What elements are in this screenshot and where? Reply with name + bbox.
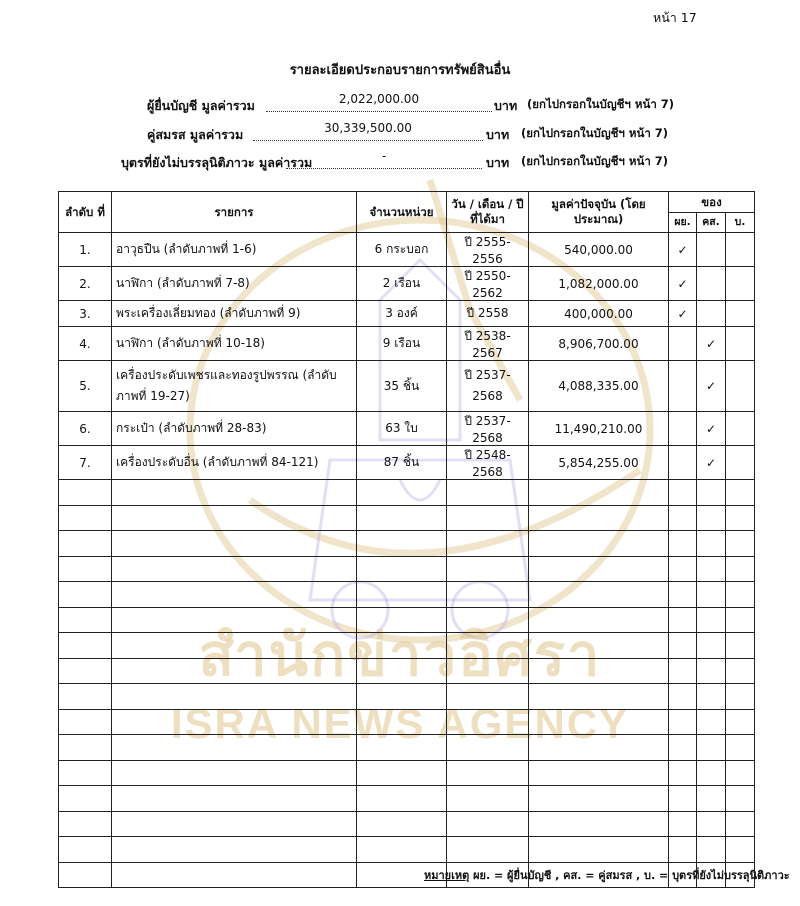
empty-cell [357, 811, 447, 837]
empty-cell [59, 862, 112, 888]
empty-cell [529, 607, 669, 633]
empty-cell [112, 786, 357, 812]
empty-row [59, 633, 755, 659]
empty-cell [447, 607, 529, 633]
empty-row [59, 658, 755, 684]
check-cell [726, 361, 755, 412]
empty-cell [726, 480, 755, 506]
cell-qty: 35 ชิ้น [357, 361, 447, 412]
footer-note [424, 866, 790, 884]
empty-cell [59, 505, 112, 531]
summary-unit: บาท [494, 98, 518, 113]
header-date: วัน / เดือน / ปี ที่ได้มา [447, 192, 529, 233]
empty-cell [447, 556, 529, 582]
empty-cell [112, 480, 357, 506]
empty-cell [59, 582, 112, 608]
empty-cell [697, 786, 726, 812]
empty-cell [726, 633, 755, 659]
table-row [59, 267, 755, 301]
check-cell [726, 267, 755, 301]
empty-cell [447, 505, 529, 531]
cell-value: 5,854,255.00 [529, 446, 669, 480]
page-number: หน้า 17 [653, 10, 697, 25]
empty-cell [112, 760, 357, 786]
empty-cell [357, 505, 447, 531]
empty-cell [447, 709, 529, 735]
empty-cell [447, 582, 529, 608]
header-owner-spouse: คส. [697, 213, 726, 233]
empty-cell [529, 735, 669, 761]
empty-cell [112, 837, 357, 863]
cell-item: เครื่องประดับเพชรและทองรูปพรรณ (ลำดับภาพที่ 19-27) [112, 361, 357, 412]
cell-item: นาฬิกา (ลำดับภาพที่ 7-8) [112, 267, 357, 301]
empty-cell [726, 505, 755, 531]
empty-cell [59, 786, 112, 812]
empty-cell [669, 505, 697, 531]
empty-cell [726, 811, 755, 837]
empty-cell [669, 582, 697, 608]
empty-cell [112, 607, 357, 633]
assets-table [58, 191, 755, 888]
empty-cell [357, 709, 447, 735]
empty-cell [112, 582, 357, 608]
empty-cell [59, 684, 112, 710]
summary-value: 2,022,000.00 [338, 92, 420, 106]
empty-cell [59, 709, 112, 735]
empty-cell [112, 862, 357, 888]
empty-row [59, 607, 755, 633]
check-cell [669, 412, 697, 446]
empty-cell [726, 786, 755, 812]
cell-qty: 6 กระบอก [357, 233, 447, 267]
cell-value: 8,906,700.00 [529, 327, 669, 361]
empty-cell [529, 556, 669, 582]
empty-cell [357, 760, 447, 786]
check-icon: ✓ [697, 361, 726, 412]
empty-cell [112, 556, 357, 582]
empty-cell [669, 735, 697, 761]
empty-cell [59, 658, 112, 684]
cell-item: เครื่องประดับอื่น (ลำดับภาพที่ 84-121) [112, 446, 357, 480]
empty-cell [529, 684, 669, 710]
check-icon: ✓ [669, 267, 697, 301]
summary-line-spouse [0, 121, 800, 143]
check-cell [726, 327, 755, 361]
empty-cell [669, 837, 697, 863]
check-cell [726, 301, 755, 327]
empty-cell [112, 531, 357, 557]
empty-cell [669, 709, 697, 735]
empty-cell [697, 633, 726, 659]
empty-cell [669, 480, 697, 506]
empty-cell [59, 633, 112, 659]
empty-cell [357, 531, 447, 557]
empty-cell [726, 582, 755, 608]
empty-row [59, 760, 755, 786]
empty-cell [529, 837, 669, 863]
empty-cell [697, 582, 726, 608]
footer-note-text: ผย. = ผู้ยื่นบัญชี , คส. = คู่สมรส , บ. = บุตรที่ยังไม่บรรลุนิติภาวะ [469, 869, 790, 882]
check-cell [697, 267, 726, 301]
empty-cell [447, 658, 529, 684]
empty-row [59, 582, 755, 608]
empty-cell [59, 556, 112, 582]
header-owner-child: บ. [726, 213, 755, 233]
check-icon: ✓ [697, 327, 726, 361]
cell-value: 540,000.00 [529, 233, 669, 267]
empty-cell [726, 709, 755, 735]
empty-cell [447, 786, 529, 812]
cell-date: ปี 2548-2568 [447, 446, 529, 480]
empty-cell [59, 607, 112, 633]
empty-cell [447, 633, 529, 659]
cell-qty: 87 ชิ้น [357, 446, 447, 480]
empty-cell [726, 837, 755, 863]
empty-cell [112, 684, 357, 710]
table-row [59, 361, 755, 412]
empty-cell [697, 556, 726, 582]
empty-cell [697, 709, 726, 735]
empty-cell [447, 480, 529, 506]
empty-cell [112, 633, 357, 659]
empty-cell [112, 735, 357, 761]
empty-row [59, 735, 755, 761]
table-row [59, 301, 755, 327]
cell-no: 6. [59, 412, 112, 446]
empty-cell [697, 607, 726, 633]
summary-label: บุตรที่ยังไม่บรรลุนิติภาวะ มูลค่ารวม [121, 155, 313, 170]
empty-cell [357, 607, 447, 633]
cell-value: 1,082,000.00 [529, 267, 669, 301]
empty-cell [59, 735, 112, 761]
watermark-english-text: ISRA NEWS AGENCY [170, 700, 630, 747]
header-owner: ของ [669, 192, 755, 213]
empty-cell [529, 658, 669, 684]
empty-row [59, 709, 755, 735]
summary-value: - [381, 149, 387, 163]
cell-no: 7. [59, 446, 112, 480]
summary-label: ผู้ยื่นบัญชี มูลค่ารวม [147, 98, 255, 113]
empty-cell [357, 837, 447, 863]
cell-date: ปี 2558 [447, 301, 529, 327]
empty-cell [529, 709, 669, 735]
empty-cell [59, 760, 112, 786]
empty-cell [357, 735, 447, 761]
cell-no: 2. [59, 267, 112, 301]
empty-row [59, 811, 755, 837]
empty-cell [112, 709, 357, 735]
empty-cell [529, 633, 669, 659]
empty-cell [529, 531, 669, 557]
footer-note-label: หมายเหตุ [424, 869, 470, 882]
empty-cell [697, 811, 726, 837]
cell-no: 5. [59, 361, 112, 412]
empty-cell [112, 811, 357, 837]
cell-date: ปี 2555-2556 [447, 233, 529, 267]
empty-cell [529, 760, 669, 786]
empty-cell [357, 582, 447, 608]
empty-cell [697, 760, 726, 786]
empty-cell [447, 735, 529, 761]
check-cell [669, 361, 697, 412]
empty-cell [529, 786, 669, 812]
empty-cell [669, 556, 697, 582]
header-no: ลำดับ ที่ [59, 192, 112, 233]
check-cell [726, 412, 755, 446]
cell-value: 4,088,335.00 [529, 361, 669, 412]
empty-cell [669, 531, 697, 557]
watermark-thai-text: สำนักข่าวอิศรา [198, 621, 602, 689]
cell-date: ปี 2538-2567 [447, 327, 529, 361]
empty-row [59, 684, 755, 710]
table-row [59, 412, 755, 446]
header-owner-declarant: ผย. [669, 213, 697, 233]
summary-unit: บาท [486, 127, 510, 142]
cell-qty: 2 เรือน [357, 267, 447, 301]
empty-cell [726, 556, 755, 582]
empty-cell [669, 760, 697, 786]
empty-row [59, 505, 755, 531]
check-icon: ✓ [669, 301, 697, 327]
cell-item: พระเครื่องเลี่ยมทอง (ลำดับภาพที่ 9) [112, 301, 357, 327]
cell-qty: 9 เรือน [357, 327, 447, 361]
check-cell [726, 233, 755, 267]
empty-cell [447, 760, 529, 786]
empty-cell [726, 658, 755, 684]
empty-cell [112, 658, 357, 684]
empty-cell [697, 837, 726, 863]
cell-qty: 3 องค์ [357, 301, 447, 327]
empty-cell [357, 633, 447, 659]
check-cell [697, 301, 726, 327]
cell-no: 1. [59, 233, 112, 267]
cell-item: อาวุธปืน (ลำดับภาพที่ 1-6) [112, 233, 357, 267]
check-icon: ✓ [697, 446, 726, 480]
empty-cell [529, 505, 669, 531]
check-icon: ✓ [697, 412, 726, 446]
summary-value: 30,339,500.00 [324, 121, 412, 135]
empty-cell [726, 735, 755, 761]
empty-cell [59, 837, 112, 863]
summary-line-declarant [0, 92, 800, 114]
empty-cell [669, 633, 697, 659]
check-cell [669, 327, 697, 361]
cell-item: กระเป๋า (ลำดับภาพที่ 28-83) [112, 412, 357, 446]
empty-cell [669, 684, 697, 710]
empty-cell [697, 684, 726, 710]
empty-cell [59, 480, 112, 506]
empty-row [59, 531, 755, 557]
empty-cell [357, 480, 447, 506]
cell-item: นาฬิกา (ลำดับภาพที่ 10-18) [112, 327, 357, 361]
empty-row [59, 837, 755, 863]
header-value: มูลค่าปัจจุบัน (โดยประมาณ) [529, 192, 669, 233]
empty-cell [112, 505, 357, 531]
empty-cell [447, 811, 529, 837]
empty-row [59, 556, 755, 582]
empty-cell [447, 837, 529, 863]
empty-cell [669, 607, 697, 633]
empty-cell [697, 480, 726, 506]
empty-cell [697, 505, 726, 531]
empty-cell [447, 531, 529, 557]
empty-cell [59, 531, 112, 557]
empty-cell [669, 811, 697, 837]
check-cell [669, 446, 697, 480]
cell-date: ปี 2537-2568 [447, 361, 529, 412]
header-item: รายการ [112, 192, 357, 233]
empty-cell [357, 658, 447, 684]
empty-cell [726, 760, 755, 786]
page-title: รายละเอียดประกอบรายการทรัพย์สินอื่น [289, 63, 511, 78]
empty-cell [669, 786, 697, 812]
empty-cell [529, 811, 669, 837]
check-cell [726, 446, 755, 480]
empty-cell [357, 556, 447, 582]
summary-note: (ยกไปกรอกในบัญชีฯ หน้า 7) [521, 126, 669, 140]
empty-cell [697, 735, 726, 761]
empty-cell [529, 480, 669, 506]
empty-cell [529, 582, 669, 608]
empty-cell [669, 658, 697, 684]
cell-date: ปี 2550-2562 [447, 267, 529, 301]
header-qty: จำนวนหน่วย [357, 192, 447, 233]
table-row [59, 327, 755, 361]
empty-cell [59, 811, 112, 837]
summary-line-children [0, 149, 800, 171]
cell-date: ปี 2537-2568 [447, 412, 529, 446]
empty-row [59, 480, 755, 506]
cell-no: 3. [59, 301, 112, 327]
table-row [59, 233, 755, 267]
cell-value: 11,490,210.00 [529, 412, 669, 446]
empty-cell [726, 531, 755, 557]
cell-value: 400,000.00 [529, 301, 669, 327]
cell-qty: 63 ใบ [357, 412, 447, 446]
summary-note: (ยกไปกรอกในบัญชีฯ หน้า 7) [521, 154, 669, 168]
empty-cell [357, 786, 447, 812]
summary-unit: บาท [486, 155, 510, 170]
table-row [59, 446, 755, 480]
check-icon: ✓ [669, 233, 697, 267]
empty-cell [726, 607, 755, 633]
empty-cell [726, 684, 755, 710]
empty-cell [697, 531, 726, 557]
empty-row [59, 786, 755, 812]
empty-cell [697, 658, 726, 684]
summary-note: (ยกไปกรอกในบัญชีฯ หน้า 7) [527, 97, 675, 111]
empty-cell [447, 684, 529, 710]
cell-no: 4. [59, 327, 112, 361]
check-cell [697, 233, 726, 267]
summary-label: คู่สมรส มูลค่ารวม [147, 127, 244, 142]
empty-cell [357, 684, 447, 710]
